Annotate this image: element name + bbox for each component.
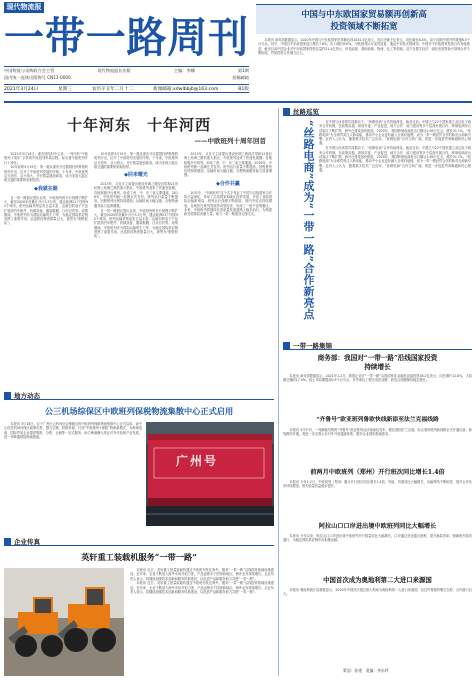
local-news-label: 地方动态 bbox=[14, 391, 40, 400]
brief-5-title[interactable]: 中国首次成为奥地利第二大进口来源国 bbox=[323, 576, 432, 584]
enterprise-header bbox=[4, 536, 274, 546]
enterprise-body bbox=[130, 568, 274, 676]
publish-date: 2021年3月24日 bbox=[4, 87, 39, 92]
feature-col3-lead: 2013年，习近平主席提出建设丝绸之路经济带和21世纪海上丝绸之路的重大倡议，中欧班列迎来了快速发展期。各地积极开行班列，形成了西、中、东三条主要通道。2016年，中欧班列统一品牌正式发布。班列运行质量不断提高，回程班列比例持续增加，运输时间大幅压缩，全程物流服务能力显著增强。 bbox=[184, 152, 272, 178]
silk-road-label: 丝路巡览 bbox=[293, 107, 319, 116]
weekday: 星期三 bbox=[58, 87, 72, 92]
silk-road-header bbox=[283, 106, 472, 116]
section-marker-icon bbox=[4, 538, 11, 545]
enterprise-text-1: 本报讯 近日，英轩重工批量装载机通过中欧班列发往海外，服务“一带一路”沿线国家基础设施建设。近年来，企业不断加大海外市场开拓力度，产品远销多个国家和地区，海外业务持续增长。企业负责人表示，将继续加强技术创新和服务体系建设，以优质产品和服务助力共建“一带一路”。 bbox=[130, 568, 274, 581]
edition-label: B1版 bbox=[238, 87, 249, 92]
feature-column-2 bbox=[94, 152, 178, 384]
editor-label: 主编：李娜 bbox=[173, 68, 195, 73]
feature-col2-text: 2013年，习近平主席提出建设丝绸之路经济带和21世纪海上丝绸之路的重大倡议，中欧班列迎来了快速发展期。各地积极开行班列，形成了西、中、东三条主要通道。2016年，中欧班列统一品牌正式发布。班列运行质量不断提高，回程班列比例持续增加，运输时间大幅压缩，全程物流服务能力显著增强。 bbox=[94, 182, 178, 208]
brief-1-title-line-2: 持续增长 bbox=[364, 363, 391, 371]
enterprise-label: 企业传真 bbox=[14, 537, 40, 546]
masthead-date-line bbox=[4, 84, 249, 93]
subheading-1: 我就在路 bbox=[37, 185, 58, 192]
masthead-divider bbox=[4, 101, 472, 103]
enterprise-section bbox=[4, 536, 274, 678]
briefs-section bbox=[283, 340, 472, 678]
silk-road-body bbox=[319, 120, 471, 334]
brief-4-title[interactable]: 阿拉山口口岸进出境中欧班列同比大幅增长 bbox=[318, 523, 437, 530]
feature-col3-text: 10年中，“中欧班列”这个名字见证了中国与沿线国家合作的日益深化，带动了沿线国家和地区经贸发展，开创了亚欧国际运输新格局。班列运行线路不断拓展，境内外站点持续增加，各地依托班列发展外向型经济，形成了一批产业集聚区。未来，中欧班列将继续在高质量发展道路上稳步前行，为构建新发展格局贡献力量，助力一带一路建设走深走实。 bbox=[184, 190, 272, 217]
feature-col1b-text: 自一带一路倡议提出以来，中欧班列的开行规模不断扩大，截至2020年底累计开行3.3万列，通达欧洲21个国家92个城市。班列运输货物品类日益丰富，由最初的电子产品扩展到汽车配件、机械设备、服装鞋帽、日用百货等。疫情期间，中欧班列作为国际运输的生力军，为稳定国际供应链发挥了重要作用，运送防疫物资数量巨大，被誉为“钢铁驼队”。 bbox=[4, 195, 88, 226]
brief-2-body bbox=[283, 428, 472, 464]
brief-1-title[interactable] bbox=[283, 354, 472, 372]
local-news-text: 本报讯 3月18日，位于广州白云机场综合保税区的中欧班列保税物流集散中心正式启用。该中心依托机场综保区政策优势，整合空港、铁路资源，打造“中欧班列+保税”物流新模式，为跨境电商、国际贸易企业提供集散、分拨、仓储等一站式服务，助力粤港澳大湾区对外开放和产业发展，进一步畅通国际物流通道。 bbox=[4, 422, 142, 439]
series-tag: 现代物流报 bbox=[4, 2, 44, 13]
main-feature bbox=[4, 106, 274, 386]
masthead-meta-line2 bbox=[4, 74, 249, 82]
subheading-box-1: ◆我就在路 bbox=[34, 185, 58, 192]
contact-email[interactable]: 新闻邮箱:xdwlbbjb@163.com bbox=[153, 87, 219, 92]
local-news-section bbox=[4, 390, 274, 530]
brief-4-body bbox=[283, 534, 472, 570]
feature-column-1 bbox=[4, 152, 88, 384]
enterprise-headline[interactable]: 英轩重工装载机服务“一带一路” bbox=[81, 552, 197, 562]
publisher-label: 中国物流与采购联合会主管 bbox=[4, 68, 55, 73]
feature-column-3 bbox=[184, 152, 272, 384]
feature-col2-lead: 10年前的3月19日，第一趟从重庆开往德国杜伊斯堡的班列开出，拉开了中欧班列发展的序幕。十年来，中欧班列从无到有、从小到大，开行数量屡创新高，成为亚欧大陆互联互通的重要桥梁和纽带。 bbox=[94, 152, 178, 169]
silk-road-section bbox=[283, 106, 472, 336]
brief-2-text: 本报讯 3月中旬，一列满载货物的“齐鲁号”欧亚班列从济南南站发车，驶往德国法兰克福，标志着该班列新线路正式开通运营。新线路的开通，将进一步完善山东对外开放通道体系，服务企业国际物流需求。 bbox=[283, 428, 472, 437]
feature-title[interactable]: 十年河东 十年河西 bbox=[66, 116, 211, 134]
loader-photo bbox=[4, 568, 124, 676]
brief-1-body bbox=[283, 374, 472, 412]
serial-number: 国内统一连续出版物号 CN11-0000 bbox=[4, 75, 71, 80]
section-marker-icon bbox=[283, 108, 290, 115]
briefs-header bbox=[283, 340, 472, 350]
brief-2-title[interactable]: “齐鲁号”欧亚班列鲁欧快线新添至法兰克福线路 bbox=[316, 417, 439, 423]
subheading-box-3: ◆合作共赢 bbox=[216, 180, 240, 187]
masthead-title: 一带一路周刊 bbox=[4, 13, 250, 62]
briefs-footer-editor: 策划：孙建 责编：李东坪 bbox=[343, 668, 389, 673]
local-news-header bbox=[4, 390, 274, 400]
local-news-body bbox=[4, 422, 142, 526]
submission-label: 投稿邮箱 bbox=[232, 75, 249, 80]
brief-1-text: 本报讯 商务部数据显示，2021年1-2月，我国企业对“一带一路”沿线国家非金融类直接投资28.2亿美元，同比增长12.8%，占同期总额的17.9%，较上年同期提高0.9个百分点。对外承包工程完成营业额、新签合同额保持稳定增长。 bbox=[283, 374, 472, 383]
top-news-body bbox=[258, 38, 470, 98]
brief-1-title-line-1: 商务部：我国对“一带一路”沿线国家投资 bbox=[317, 354, 438, 362]
feature-intro: 2021年3月19日，重庆团结村中心站，一列印有“中欧班列十周年”字样的中欧班列鸣笛启程，标志着中欧班列开行十周年。 bbox=[4, 152, 88, 165]
masthead bbox=[4, 2, 249, 100]
brief-3-body bbox=[283, 480, 472, 516]
vertical-divider bbox=[278, 108, 279, 676]
issue-number: 第1期 bbox=[237, 68, 249, 73]
train-photo-graphic bbox=[146, 422, 274, 526]
loader-photo-graphic bbox=[4, 568, 124, 676]
local-news-headline[interactable]: 公三机场综保区中欧班列保税物流集散中心正式启用 bbox=[44, 406, 234, 416]
feature-col2-tail: 自一带一路倡议提出以来，中欧班列的开行规模不断扩大，截至2020年底累计开行3.3万列，通达欧洲21个国家92个城市。班列运输货物品类日益丰富，由最初的电子产品扩展到汽车配件、机械设备、服装鞋帽、日用百货等。疫情期间，中欧班列作为国际运输的生力军，为稳定国际供应链发挥了重要作用，运送防疫物资数量巨大，被誉为“钢铁驼队”。 bbox=[94, 208, 178, 239]
top-news-paragraph: 本报讯 商务部数据显示，2020年中国与中东欧国家贸易额达到1034.5亿美元，首次突破千亿美元，同比增长8.4%，高于同期中国外贸增速6.5个百分点。其中，中国自中东欧国家进口增长7.8%，出口增长8.6%。中欧班列运行成效显著，通达中东欧多国城市。中国对中东欧国家投资合作持续推进，截至目前中国企业对中东欧国家投资存量约31.4亿美元，涉及能源、基础设施、物流、化工等领域。双方在数字经济、绿色发展等新兴领域合作不断拓展，贸易投资合作潜力巨大。 bbox=[258, 38, 470, 55]
subheading-3: 合作共赢 bbox=[219, 180, 240, 187]
silk-road-paragraph-1: 在中国与伙伴国共同推动下，“丝路电商”合作持续深化。截至目前，中国已与22个国家建立双边电子商务合作机制，在政策沟通、规划对接、产业促进、地方合作、能力建设等多个层面开展合作。跨境电商综合试验区不断扩围，海外仓建设加快推进。2020年，我国跨境电商进出口额达1.69万亿元，增长31.1%。“丝路电商”为全球贸易注入新动能，推动中小企业更好融入全球价值链，成为一带一路经贸合作的新亮点和新引擎。业内人士认为，随着数字技术广泛应用，“丝路电商”合作空间广阔，将进一步促进贸易畅通和民心相通。 bbox=[319, 120, 471, 146]
feature-col1-text: 10年前的3月19日，第一趟从重庆开往德国杜伊斯堡的班列开出，拉开了中欧班列发展的序幕。十年来，中欧班列从无到有、从小到大，开行数量屡创新高，成为亚欧大陆互联互通的重要桥梁和纽带。 bbox=[4, 165, 88, 183]
issuer-label: 现代物流报社出版 bbox=[97, 68, 131, 73]
train-photo bbox=[146, 422, 274, 526]
brief-5-text: 本报讯 奥地利统计局数据显示，2020年中国首次超过意大利成为奥地利第二大进口来源国，双边贸易保持增长态势，合作潜力巨大。 bbox=[283, 588, 472, 597]
section-marker-icon bbox=[283, 342, 290, 349]
top-news-headline-2[interactable]: 投资领域不断拓宽 bbox=[330, 21, 398, 31]
subheading-box-2: ◆回来曙光 bbox=[124, 172, 148, 179]
masthead-meta-line1 bbox=[4, 66, 249, 74]
briefs-label: 一带一路集锦 bbox=[293, 341, 332, 350]
top-news-block bbox=[256, 2, 472, 100]
vertical-title[interactable]: “丝路电商”成为“一带一路”合作新亮点 bbox=[302, 120, 315, 320]
section-marker-icon bbox=[4, 392, 11, 399]
enterprise-text-2: 本报讯 近日，英轩重工批量装载机通过中欧班列发往海外，服务“一带一路”沿线国家基础设施建设。近年来，企业不断加大海外市场开拓力度，产品远销多个国家和地区，海外业务持续增长。企业负责人表示，将继续加强技术创新和服务体系建设，以优质产品和服务助力共建“一带一路”。 bbox=[130, 581, 274, 595]
lunar-date: 农历辛丑年二月十二 bbox=[91, 87, 134, 92]
train-sign: 广州号 bbox=[176, 454, 219, 468]
brief-3-text: 本报讯 今年1-2月，中欧班列（郑州）累计开行班次同比增长1.4倍，货值、货重同比大幅增长，运输网络不断拓展，境外合作伙伴持续增加，班列质量效益稳步提升。 bbox=[283, 480, 472, 489]
top-news-headline-1[interactable]: 中国与中东欧国家贸易额再创新高 bbox=[301, 9, 427, 19]
brief-5-body bbox=[283, 588, 472, 622]
silk-road-paragraph-2: 在中国与伙伴国共同推动下，“丝路电商”合作持续深化。截至目前，中国已与22个国家建立双边电子商务合作机制，在政策沟通、规划对接、产业促进、地方合作、能力建设等多个层面开展合作。跨境电商综合试验区不断扩围，海外仓建设加快推进。2020年，我国跨境电商进出口额达1.69万亿元，增长31.1%。“丝路电商”为全球贸易注入新动能，推动中小企业更好融入全球价值链，成为一带一路经贸合作的新亮点和新引擎。业内人士认为，随着数字技术广泛应用，“丝路电商”合作空间广阔，将进一步促进贸易畅通和民心相通。 bbox=[319, 146, 471, 172]
brief-4-text: 本报讯 今年以来，阿拉山口口岸进出境中欧班列开行数量同比大幅增长。口岸通过优化通关流程、提升换装效率，保障班列高效通行，为稳定国际供应链作出积极贡献。 bbox=[283, 534, 472, 543]
brief-3-title[interactable]: 前两月中欧班列（郑州）开行班次同比增长1.4倍 bbox=[310, 469, 445, 476]
feature-subtitle: ——中欧班列十周年回首 bbox=[194, 137, 266, 145]
subheading-2: 回来曙光 bbox=[127, 172, 148, 179]
